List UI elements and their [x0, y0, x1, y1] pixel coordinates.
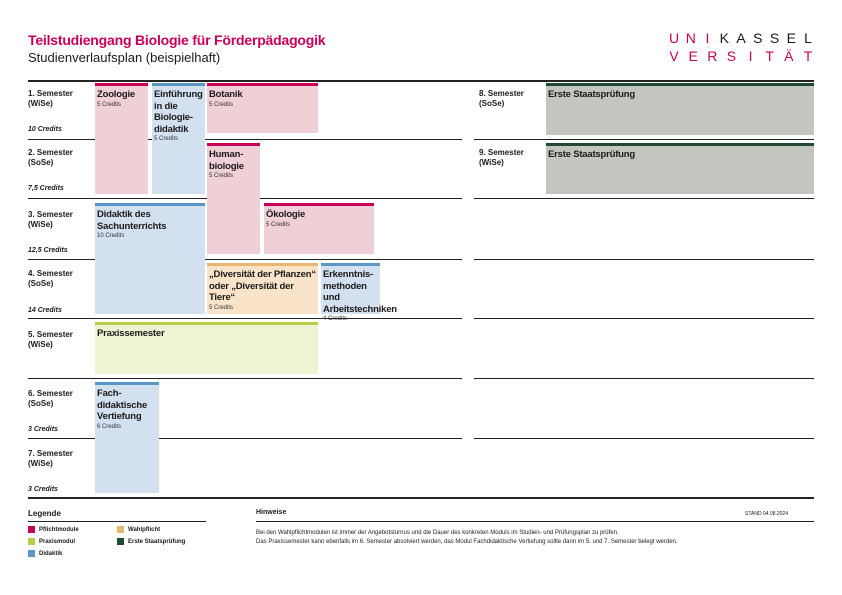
- module-humanbiologie: Human-biologie 5 Credits: [207, 143, 260, 254]
- hinweis-line-1: Bei den Wahlpflichtmodulen ist immer der Angebotsturnus und die Dauer des konkreten Moduls im Studien- und Prüfungsplan zu prüfen.: [256, 530, 619, 536]
- semester-7-credits: 3 Credits: [28, 486, 58, 493]
- logo-letter: R: [707, 48, 718, 64]
- semester-7-label: 7. Semester (WiSe): [28, 449, 73, 468]
- semester-2-credits: 7,5 Credits: [28, 185, 64, 192]
- logo-letter: L: [804, 30, 812, 46]
- module-praxissemester: Praxissemester: [95, 322, 318, 374]
- semester-3-credits: 12,5 Credits: [28, 247, 68, 254]
- grid-bottom-line: [28, 497, 814, 499]
- logo-letter: V: [669, 48, 679, 64]
- logo-letter: S: [726, 48, 737, 64]
- legend-title: Legende: [28, 509, 61, 518]
- row-divider: [28, 259, 462, 260]
- university-logo: [667, 30, 817, 66]
- hinweis-line-2: Das Praxissemester kann ebenfalls im 6. Semester absolviert werden, das Modul Fachdidaktische Vertiefung sollte dann im 5. und 7. Semester belegt werden.: [256, 539, 678, 545]
- logo-letter: Ä: [784, 48, 794, 64]
- row-divider: [474, 318, 814, 319]
- legend-divider: [28, 521, 206, 522]
- legend-item-wahlpflicht: Wahlpflicht: [117, 526, 160, 533]
- legend-item-pflichtmodule: Pflichtmodule: [28, 526, 79, 533]
- legend-item-praxismodul: Praxismodul: [28, 538, 75, 545]
- module-zoologie: Zoologie 5 Credits: [95, 83, 148, 194]
- row-divider: [28, 438, 462, 439]
- grid-top-line: [28, 80, 814, 82]
- legend-swatch: [28, 550, 35, 557]
- legend-swatch: [117, 538, 124, 545]
- semester-1-credits: 10 Credits: [28, 126, 62, 133]
- row-divider: [28, 318, 462, 319]
- stand-date: STAND 04.08.2024: [745, 511, 788, 517]
- row-divider: [474, 198, 814, 199]
- module-oekologie: Ökologie 5 Credits: [264, 203, 374, 254]
- row-divider: [474, 259, 814, 260]
- module-erste-staatspruefung-8: Erste Staatsprüfung: [546, 83, 814, 135]
- logo-letter: A: [736, 30, 746, 46]
- module-einfuehrung-biologiedidaktik: Einführung in die Biologie-didaktik 5 Credits: [152, 83, 205, 194]
- row-divider: [474, 438, 814, 439]
- semester-4-label: 4. Semester (SoSe): [28, 269, 73, 288]
- row-divider: [28, 139, 462, 140]
- logo-letter: T: [803, 48, 813, 64]
- legend-swatch: [117, 526, 124, 533]
- semester-2-label: 2. Semester (SoSe): [28, 148, 73, 167]
- semester-6-label: 6. Semester (SoSe): [28, 389, 73, 408]
- logo-letter: I: [748, 48, 753, 64]
- legend-swatch: [28, 538, 35, 545]
- hinweise-title: Hinweise: [256, 509, 287, 516]
- logo-letter: S: [753, 30, 763, 46]
- module-erkenntnismethoden: Erkenntnis-methoden und Arbeitstechniken 4 Credits: [321, 263, 380, 314]
- module-erste-staatspruefung-9: Erste Staatsprüfung: [546, 143, 814, 194]
- logo-letter: E: [688, 48, 698, 64]
- logo-letter: S: [769, 30, 780, 46]
- logo-letter: T: [765, 48, 774, 64]
- module-fachdidaktische-vertiefung: Fach-didaktische Vertiefung 6 Credits: [95, 382, 159, 493]
- row-divider: [474, 139, 814, 140]
- module-diversitaet: „Diversität der Pflanzen“ oder „Diversität der Tiere“ 5 Credits: [207, 263, 318, 314]
- legend-item-didaktik: Didaktik: [28, 550, 62, 557]
- legend-item-staatspruefung: Erste Staatsprüfung: [117, 538, 185, 545]
- legend-swatch: [28, 526, 35, 533]
- row-divider: [474, 378, 814, 379]
- logo-letter: E: [786, 30, 796, 46]
- hinweise-divider: [256, 521, 814, 522]
- semester-4-credits: 14 Credits: [28, 307, 62, 314]
- logo-letter: K: [719, 30, 729, 46]
- semester-5-label: 5. Semester (WiSe): [28, 330, 73, 349]
- logo-letter: I: [705, 30, 710, 46]
- row-divider: [28, 378, 462, 379]
- semester-8-label: 8. Semester (SoSe): [479, 89, 524, 108]
- semester-1-label: 1. Semester (WiSe): [28, 89, 73, 108]
- logo-letter: N: [685, 30, 696, 46]
- page-subtitle: Studienverlaufsplan (beispielhaft): [28, 50, 221, 65]
- semester-6-credits: 3 Credits: [28, 426, 58, 433]
- module-botanik: Botanik 5 Credits: [207, 83, 318, 133]
- page-title: Teilstudiengang Biologie für Förderpädagogik: [28, 32, 326, 48]
- semester-3-label: 3. Semester (WiSe): [28, 210, 73, 229]
- logo-letter: U: [668, 30, 680, 46]
- semester-9-label: 9. Semester (WiSe): [479, 148, 524, 167]
- module-didaktik-sachunterricht: Didaktik des Sachunterrichts 10 Credits: [95, 203, 205, 314]
